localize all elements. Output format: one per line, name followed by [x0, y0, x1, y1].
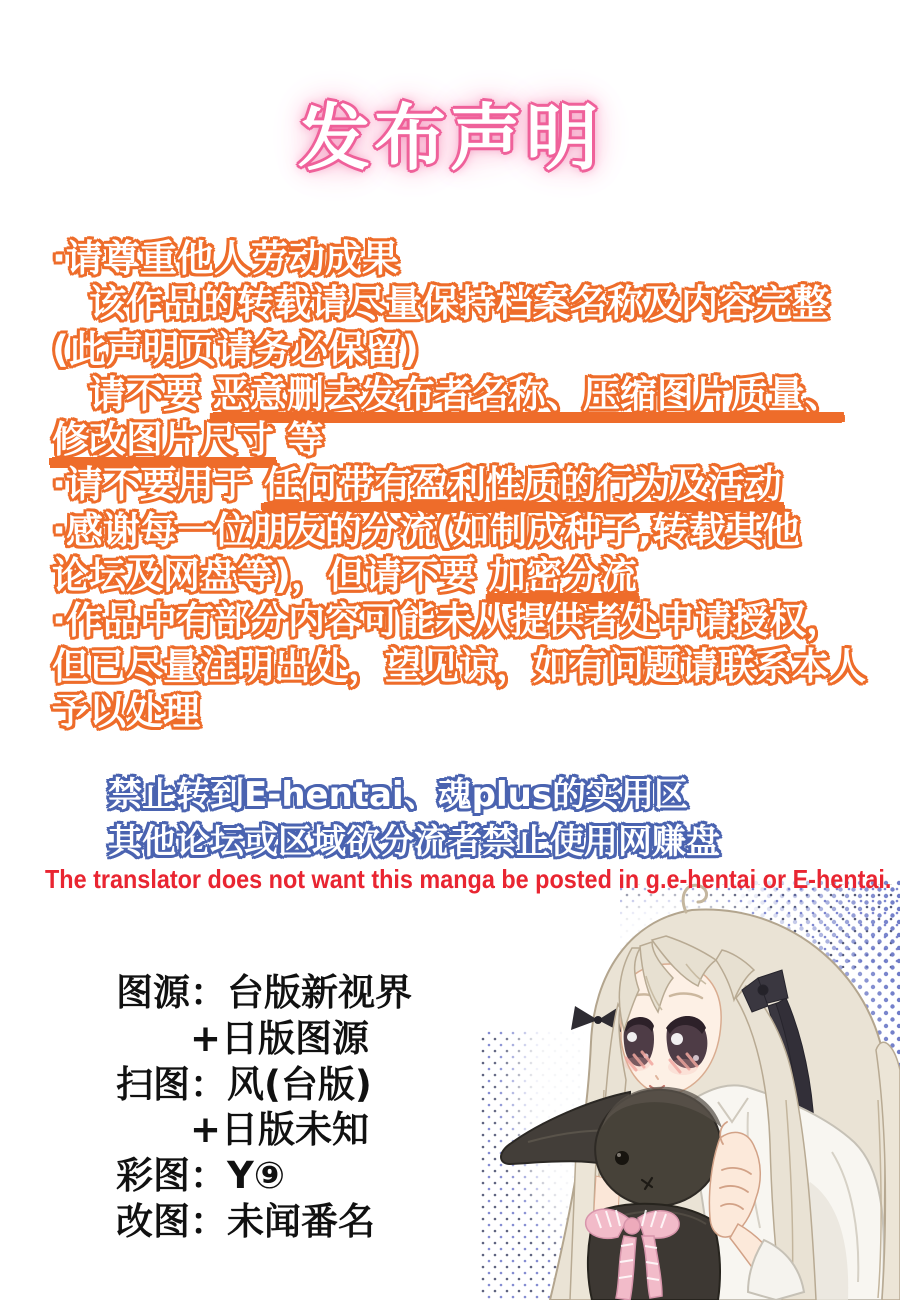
notice-line: ·感谢每一位朋友的分流(如制成种子,转载其他 — [52, 508, 801, 552]
rabbit-button-eye — [615, 1151, 629, 1165]
notice-line: ·请不要用于 任何带有盈利性质的行为及活动 — [52, 463, 782, 507]
anime-girl-drawing — [480, 880, 900, 1300]
credits-line: +日版图源 — [116, 1016, 370, 1060]
notice-block — [52, 236, 882, 734]
notice-line: 请不要 恶意删去发布者名称、压缩图片质量、 — [52, 372, 842, 416]
notice-line: 予以处理 — [52, 689, 200, 733]
ban-block — [108, 772, 720, 866]
credits-line: 图源：台版新视界 — [116, 971, 412, 1014]
notice-line: ·请尊重他人劳动成果 — [52, 237, 400, 280]
credits-line: +日版未知 — [116, 1108, 370, 1152]
credits-block — [116, 970, 412, 1245]
notice-line: 论坛及网盘等)，但请不要 加密分流 — [52, 554, 637, 598]
credits-line: 改图：未闻番名 — [116, 1199, 375, 1243]
notice-line: ·作品中有部分内容可能未从提供者处申请授权， — [52, 599, 844, 643]
notice-line: 该作品的转载请尽量保持档案名称及内容完整 — [52, 282, 829, 326]
page-title: 发布声明 — [297, 96, 602, 180]
notice-line: 修改图片尺寸 等 — [52, 418, 324, 462]
ban-line: 禁止转到E-hentai、魂plus的实用区 — [108, 775, 689, 815]
credits-line: 彩图：Y⑨ — [116, 1154, 286, 1198]
credits-line: 扫图：风(台版) — [116, 1062, 372, 1106]
ban-line: 其他论坛或区域欲分流者禁止使用网赚盘 — [108, 822, 720, 862]
notice-line: (此声明页请务必保留) — [52, 327, 419, 371]
translator-note: The translator does not want this manga be posted in g.e-hentai or E-hentai. — [45, 864, 892, 894]
notice-line: 但已尽量注明出处，望见谅，如有问题请联系本人 — [52, 644, 866, 688]
illustration-anime-girl — [480, 880, 900, 1300]
